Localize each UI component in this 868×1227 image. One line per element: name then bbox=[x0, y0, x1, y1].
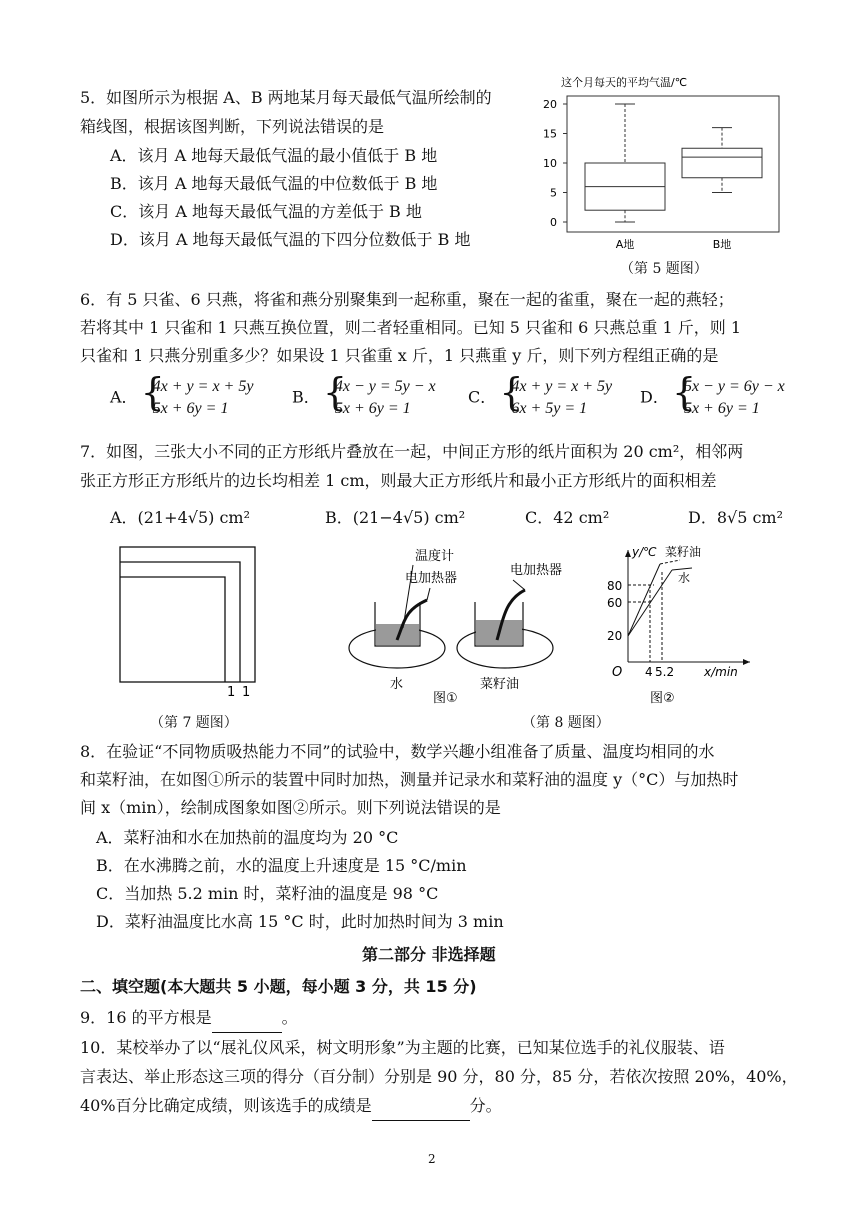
q5-stem-line2: 箱线图，根据该图判断，下列说法错误的是 bbox=[80, 117, 385, 136]
thermometer-label: 温度计 bbox=[415, 549, 455, 564]
water-line-flat bbox=[672, 568, 692, 570]
y-tick-label: 10 bbox=[543, 157, 557, 170]
plot-frame bbox=[567, 96, 779, 232]
q8-figure-caption: （第 8 题图） bbox=[522, 715, 610, 731]
q6-option-c-eq2: 6x + 5y = 1 bbox=[511, 400, 588, 417]
x-axis-arrow bbox=[743, 659, 750, 665]
q5-option-c: C．该月 A 地每天最低气温的方差低于 B 地 bbox=[110, 202, 422, 221]
small-square bbox=[120, 577, 225, 682]
q6-option-a-eq2: 5x + 6y = 1 bbox=[152, 400, 229, 417]
q8-stem-line3: 间 x（min），绘制成图象如图②所示。则下列说法错误的是 bbox=[80, 798, 501, 817]
q6-option-d-eq1: 5x − y = 6y − x bbox=[683, 378, 785, 395]
heater-right-label: 电加热器 bbox=[510, 563, 563, 578]
q5-stem-line1: 5．如图所示为根据 A、B 两地某月每天最低气温所绘制的 bbox=[80, 88, 492, 107]
tick-x4: 4 bbox=[645, 665, 653, 679]
origin-label: O bbox=[612, 665, 623, 680]
q7-stem-line1: 7．如图，三张大小不同的正方形纸片叠放在一起，中间正方形的纸片面积为 20 cm²，相邻两 bbox=[80, 442, 744, 461]
page-number: 2 bbox=[428, 1152, 436, 1166]
tick-80: 80 bbox=[607, 579, 623, 593]
gap-label-1: 1 bbox=[227, 685, 236, 700]
q10-line3-end: 分。 bbox=[469, 1096, 502, 1115]
q6-stem-line3: 只雀和 1 只燕分别重多少？如果设 1 只雀重 x 斤，1 只燕重 y 斤，则下列方程组正确的是 bbox=[80, 346, 719, 365]
q10-line3 bbox=[80, 1092, 502, 1121]
boxes bbox=[585, 104, 762, 222]
q8-option-c: C．当加热 5.2 min 时，菜籽油的温度是 98 °C bbox=[96, 884, 439, 903]
q7-option-c: C．42 cm² bbox=[525, 508, 610, 527]
y-axis bbox=[543, 98, 567, 229]
q6-option-a: A． { 4x + y = x + 5y 5x + 6y = 1 bbox=[110, 376, 253, 420]
q8-option-d: D．菜籽油温度比水高 15 °C 时，此时加热时间为 3 min bbox=[96, 912, 504, 931]
q6-stem-line1: 6．有 5 只雀、6 只燕，将雀和燕分别聚集到一起称重，聚在一起的雀重，聚在一起的燕轻； bbox=[80, 290, 734, 309]
x-axis-label: x/min bbox=[704, 665, 738, 679]
q7-stem-line2: 张正方形正方形纸片的边长均相差 1 cm，则最大正方形纸片和最小正方形纸片的面积相差 bbox=[80, 471, 717, 490]
q5-option-a: A．该月 A 地每天最低气温的最小值低于 B 地 bbox=[110, 146, 438, 165]
q8-temperature-graph bbox=[600, 540, 760, 710]
q10-answer-blank[interactable] bbox=[372, 1092, 470, 1121]
x-axis bbox=[616, 237, 732, 251]
fig1-name: 图① bbox=[433, 691, 458, 706]
q8-stem-line1: 8．在验证“不同物质吸热能力不同”的试验中，数学兴趣小组准备了质量、温度均相同的水 bbox=[80, 742, 715, 761]
q10-line1: 10．某校举办了以“展礼仪风采，树文明形象”为主题的比赛，已知某位选手的礼仪服装、语 bbox=[80, 1038, 725, 1057]
oil-line bbox=[628, 564, 660, 636]
q5-boxplot-chart bbox=[535, 70, 790, 265]
q9 bbox=[80, 1004, 298, 1033]
q6-option-b-eq2: 5x + 6y = 1 bbox=[334, 400, 411, 417]
q9-answer-blank[interactable] bbox=[212, 1004, 282, 1033]
q8-stem-line2: 和菜籽油，在如图①所示的装置中同时加热，测量并记录水和菜籽油的温度 y（°C）与加热时 bbox=[80, 770, 739, 789]
y-tick-label: 15 bbox=[543, 127, 557, 141]
q6-option-a-eq1: 4x + y = x + 5y bbox=[152, 378, 254, 395]
y-tick-label: 5 bbox=[550, 186, 557, 200]
part2-title: 第二部分 非选择题 bbox=[362, 945, 496, 964]
q6-option-b: B． { 4x − y = 5y − x 5x + 6y = 1 bbox=[292, 376, 436, 420]
section2-title: 二、填空题(本大题共 5 小题，每小题 3 分，共 15 分) bbox=[80, 977, 477, 996]
large-square bbox=[120, 547, 255, 682]
oil-label: 菜籽油 bbox=[480, 677, 520, 692]
q10-line3-text: 40%百分比确定成绩，则该选手的成绩是 bbox=[80, 1096, 372, 1115]
q8-apparatus-figure bbox=[345, 540, 585, 710]
q9-text: 9．16 的平方根是 bbox=[80, 1008, 212, 1027]
heater-left-label: 电加热器 bbox=[405, 571, 458, 586]
q7-option-b: B．(21−4√5) cm² bbox=[325, 508, 466, 527]
y-tick-label: 0 bbox=[550, 216, 557, 229]
chart-title: 这个月每天的平均气温/℃ bbox=[561, 76, 688, 89]
q8-option-a: A．菜籽油和水在加热前的温度均为 20 °C bbox=[96, 828, 399, 847]
fig2-name: 图② bbox=[650, 691, 675, 706]
q6-option-b-eq1: 4x − y = 5y − x bbox=[334, 378, 436, 395]
q7-option-d: D．8√5 cm² bbox=[688, 508, 784, 527]
tick-20: 20 bbox=[607, 629, 623, 643]
q8-option-b: B．在水沸腾之前，水的温度上升速度是 15 °C/min bbox=[96, 856, 467, 875]
oil-line-ext bbox=[660, 560, 680, 564]
q6-option-d: D． { 5x − y = 6y − x 5x + 6y = 1 bbox=[640, 376, 785, 420]
box bbox=[682, 148, 762, 178]
q9-end: 。 bbox=[281, 1008, 298, 1027]
q7-figure-caption: （第 7 题图） bbox=[150, 715, 238, 731]
q5-option-d: D．该月 A 地每天最低气温的下四分位数低于 B 地 bbox=[110, 230, 471, 249]
water-label: 水 bbox=[390, 677, 404, 692]
q6-stem-line2: 若将其中 1 只雀和 1 只燕互换位置，则二者轻重相同。已知 5 只雀和 6 只燕总重 1 斤，则 1 bbox=[80, 318, 742, 337]
y-tick-label: 20 bbox=[543, 98, 557, 111]
gap-label-2: 1 bbox=[242, 685, 251, 700]
tick-60: 60 bbox=[607, 596, 623, 610]
heater-left-pointer bbox=[427, 588, 430, 600]
q6-option-b-label: B． bbox=[292, 387, 320, 407]
q7-squares-figure bbox=[115, 542, 265, 702]
q6-option-c-eq1: 4x + y = x + 5y bbox=[511, 378, 613, 395]
tick-x52: 5.2 bbox=[655, 665, 675, 679]
x-category-label: A地 bbox=[615, 238, 635, 251]
oil-line-label: 菜籽油 bbox=[665, 545, 702, 559]
q6-option-c-label: C． bbox=[468, 387, 497, 407]
q5-figure-caption: （第 5 题图） bbox=[620, 261, 708, 277]
q10-line2: 言表达、举止形态这三项的得分（百分制）分别是 90 分，80 分，85 分，若依次按照 20%，40%， bbox=[80, 1067, 798, 1086]
water-liquid bbox=[376, 624, 419, 645]
y-axis-arrow bbox=[625, 550, 631, 557]
middle-square bbox=[120, 562, 240, 682]
water-line-label: 水 bbox=[678, 571, 691, 585]
x-category-label: B地 bbox=[712, 238, 732, 251]
q6-option-d-label: D． bbox=[640, 387, 669, 407]
q6-option-c: C． { 4x + y = x + 5y 6x + 5y = 1 bbox=[468, 376, 612, 420]
heater-right-pointer bbox=[513, 580, 525, 590]
q6-option-a-label: A． bbox=[110, 387, 138, 407]
q7-option-a: A．(21+4√5) cm² bbox=[110, 508, 250, 527]
q6-option-d-eq2: 5x + 6y = 1 bbox=[683, 400, 760, 417]
q5-option-b: B．该月 A 地每天最低气温的中位数低于 B 地 bbox=[110, 174, 438, 193]
y-axis-label: y/℃ bbox=[632, 545, 657, 559]
